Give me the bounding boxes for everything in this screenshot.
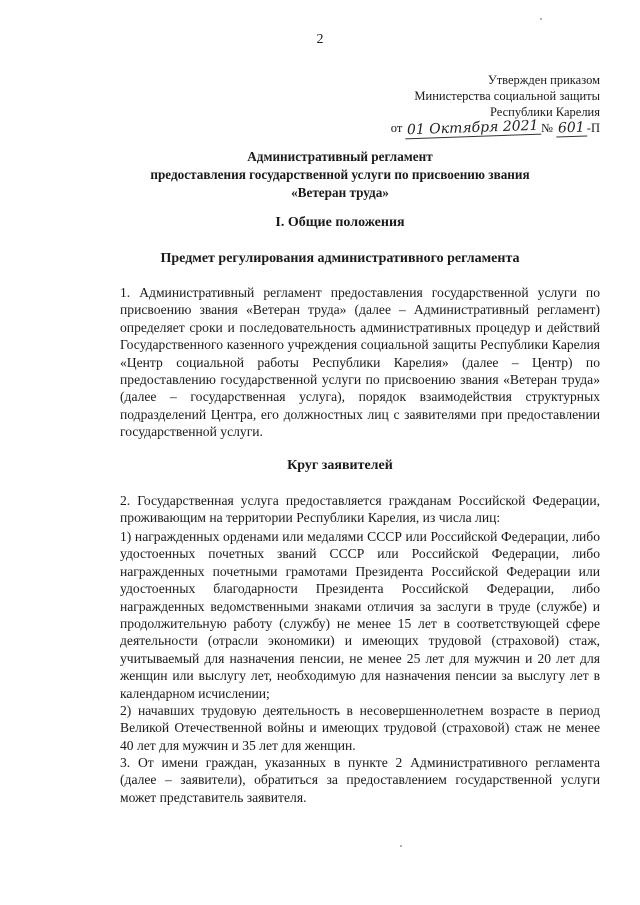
document-title <box>80 148 600 202</box>
title-line-2: предоставления государственной услуги по присвоению звания <box>150 167 530 182</box>
approval-line-1: Утвержден приказом <box>487 73 600 87</box>
number-suffix: -П <box>586 121 600 135</box>
list-item-1 <box>82 528 600 702</box>
scan-speck <box>400 845 402 847</box>
title-line-3: «Ветеран труда» <box>291 185 389 200</box>
paragraph-3 <box>82 754 600 806</box>
date-prefix: от <box>390 121 403 135</box>
paragraph-2 <box>82 492 600 527</box>
approval-date-line <box>340 117 600 139</box>
approval-line-3: Республики Карелия <box>489 105 600 119</box>
list-item-2 <box>82 702 600 754</box>
title-line-1: Административный регламент <box>247 149 433 164</box>
paragraph-1-text: 1. Административный регламент предоставления государственной услуги по присвоению звания «Ветеран труда» (далее – Административный регламент) определяет сроки и последовательность административных процедур и действий Государственного казенного учреждения социальной защиты Республики Карелия «Центр социальной работы Республики Карелия» (далее – Центр) по предоставлению государственной услуги по присвоению звания «Ветеран труда» (далее – государственная услуга), порядок взаимодействия структурных подразделений Центра, его должностных лиц с заявителями при предоставлении государственной услуги. <box>120 285 600 440</box>
number-prefix: № <box>541 121 553 135</box>
approval-stamp-block <box>340 72 600 137</box>
paragraph-3-text: 3. От имени граждан, указанных в пункте 2 Административного регламента (далее – заявители), обратиться за предоставлением государственной услуги может представитель заявителя. <box>120 755 600 805</box>
subsection-heading-applicants: Круг заявителей <box>287 458 393 473</box>
handwritten-order-number: 601 <box>556 119 587 137</box>
page-number: 2 <box>316 32 324 47</box>
paragraph-2-text: 2. Государственная услуга предоставляется гражданам Российской Федерации, проживающим на территории Республики Карелия, из числа лиц: <box>120 493 600 526</box>
scan-speck <box>540 18 542 20</box>
paragraph-1 <box>82 284 600 441</box>
approval-line-2: Министерства социальной защиты <box>414 89 600 103</box>
handwritten-date: 01 Октября 2021 <box>405 118 541 140</box>
list-item-1-text: 1) награжденных орденами или медалями СССР или Российской Федерации, либо удостоенных почетных званий СССР или Российской Федерации, либо награжденных почетными грамотами Президента Российской Федерации или удостоенных благодарности Президента Российской Федерации, либо награжденных ведомственными знаками отличия за заслуги в труде (службе) и продолжительную работу (службу) не менее 15 лет в соответствующей сфере деятельности (отрасли экономики) и имеющих трудовой (страховой) стаж, учитываемый для назначения пенсии, не менее 25 лет для мужчин и 20 лет для женщин или выслугу лет, необходимую для назначения пенсии за выслугу лет в календарном исчислении; <box>120 529 600 701</box>
list-item-2-text: 2) начавших трудовую деятельность в несовершеннолетнем возрасте в период Великой Отечественной войны и имеющих трудовой (страховой) стаж не менее 40 лет для мужчин и 35 лет для женщин. <box>120 703 600 753</box>
subsection-heading-subject: Предмет регулирования административного регламента <box>160 251 520 266</box>
section-heading-general: I. Общие положения <box>275 215 405 230</box>
